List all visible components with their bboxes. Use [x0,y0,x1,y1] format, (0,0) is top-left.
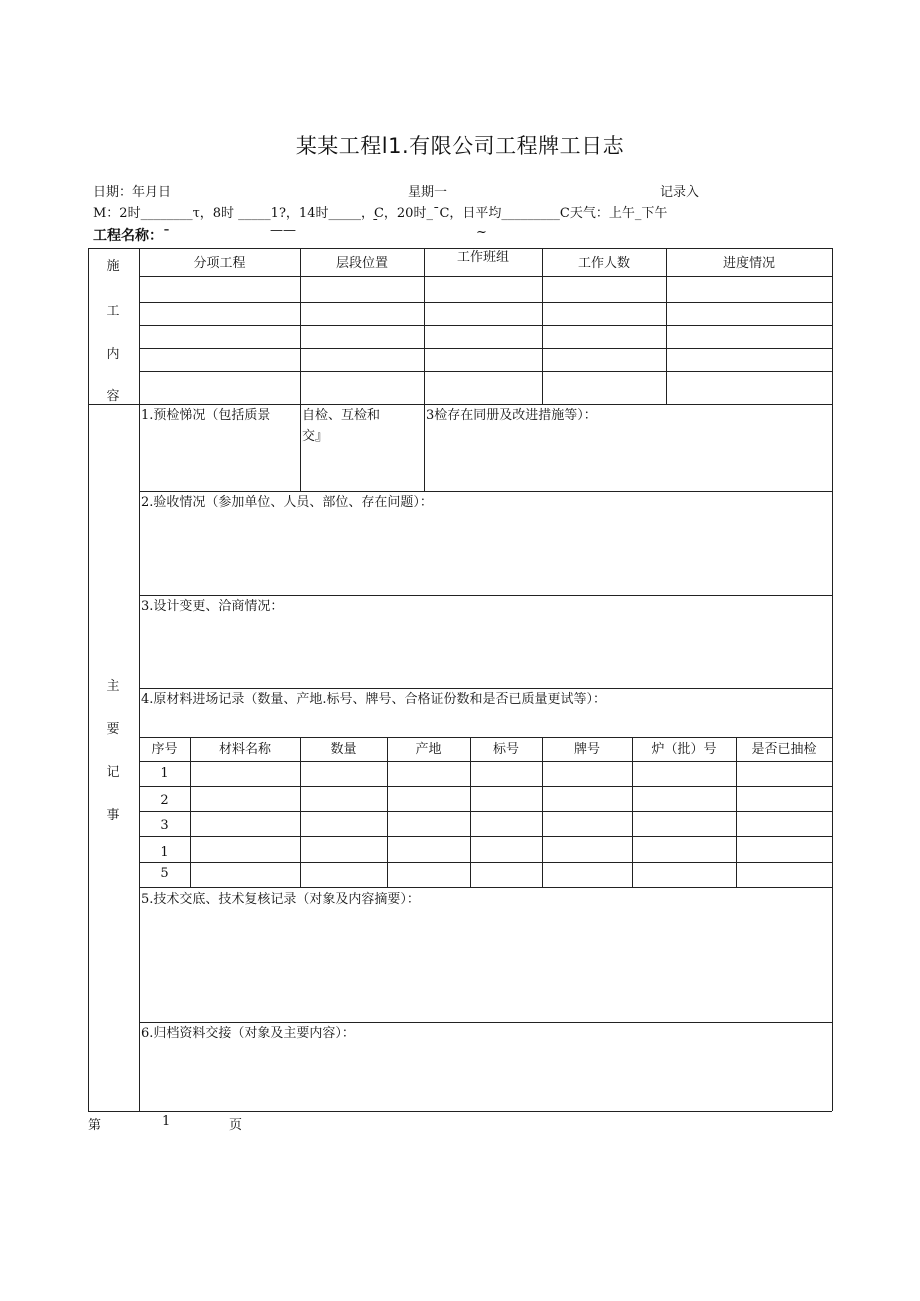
records-side-label-char: 要 [106,722,120,737]
column-header-subproject: 分项工程 [193,256,246,271]
temperature-weather-line: M：2时________τ，8时 _____1?，14时_____，C，20时_ˉC，日平均_________C天气：上午_下午 [93,206,668,221]
records-side-label-char: 主 [106,679,120,694]
column-header-workers: 工作人数 [577,256,630,271]
table-rule [139,302,832,303]
acceptance-label: 2.验收情况（参加单位、人员、部位、存在问题）： [141,495,433,510]
column-header-location: 层段位置 [335,256,388,271]
footer-page-number: 1 [162,1114,171,1129]
table-rule [139,737,832,738]
table-rule [139,595,832,596]
table-rule [88,404,832,405]
table-border [88,1111,832,1112]
table-rule [470,737,471,887]
table-border [832,248,833,1111]
precheck-label-c: 3检存在同册及改进措施等）： [426,408,597,423]
material-col-brand: 牌号 [573,742,600,757]
table-rule [139,786,832,787]
table-rule [139,836,832,837]
construction-side-label-char: 容 [106,389,120,404]
date-label: 日期：年月日 [93,185,172,200]
precheck-label-b1: 自检、互检和 [302,408,381,423]
material-entry-label: 4.原材料进场记录（数量、产地.标号、牌号、合格证份数和是否已质量更试等）： [141,692,607,707]
table-rule [424,404,425,491]
footer-suffix: 页 [229,1118,243,1133]
header-mark: ˉ [372,218,379,233]
weekday-label: 星期一 [408,185,448,200]
table-rule [139,761,832,762]
material-col-seq: 序号 [151,742,178,757]
table-rule [139,811,832,812]
table-rule [139,325,832,326]
table-rule [139,371,832,372]
header-mark: —— [270,223,296,238]
table-rule [736,737,737,887]
technical-briefing-label: 5.技术交底、技术复核记录（对象及内容摘要）： [141,892,420,907]
material-col-name: 材料名称 [218,742,271,757]
table-rule [300,404,301,491]
archive-handover-label: 6.归档资料交接（对象及主要内容）： [141,1026,355,1041]
material-row-number: 1 [160,766,169,781]
material-col-qty: 数量 [330,742,357,757]
table-rule [632,737,633,887]
table-rule [190,737,191,887]
footer-prefix: 第 [88,1118,102,1133]
project-name-label: 工程名称：ˉ [93,228,170,244]
design-change-label: 3.设计变更、洽商情况： [141,599,284,614]
precheck-label: 1.预检悌况（包括质景 [141,408,271,423]
construction-side-label-char: 工 [106,304,120,319]
records-side-label-char: 记 [106,765,120,780]
table-rule [424,248,425,404]
table-border [88,248,832,249]
document-title: 某某工程l1.有限公司工程牌工日志 [295,134,625,158]
table-rule [139,688,832,689]
material-row-number: 5 [160,866,169,881]
column-header-progress: 进度情况 [722,256,775,271]
header-mark: ~ [476,225,487,240]
table-rule [139,887,832,888]
material-col-sampled: 是否已抽检 [751,742,817,757]
column-header-team: 工作班组 [456,250,509,265]
table-rule [542,737,543,887]
table-rule [139,862,832,863]
table-rule [139,348,832,349]
table-divider [139,248,140,1111]
material-col-grade: 标号 [492,742,519,757]
table-rule [139,276,832,277]
material-col-origin: 产地 [415,742,442,757]
table-rule [300,737,301,887]
material-row-number: 3 [160,818,169,833]
recorder-label: 记录入 [660,185,700,200]
table-rule [139,1022,832,1023]
table-rule [387,737,388,887]
material-col-batch: 炉（批）号 [651,742,717,757]
precheck-label-b2: 交』 [302,429,329,444]
material-row-number: 1 [160,845,169,860]
table-rule [139,491,832,492]
construction-side-label-char: 内 [106,347,120,362]
records-side-label-char: 事 [106,808,120,823]
construction-side-label-char: 施 [106,259,120,274]
material-row-number: 2 [160,793,169,808]
